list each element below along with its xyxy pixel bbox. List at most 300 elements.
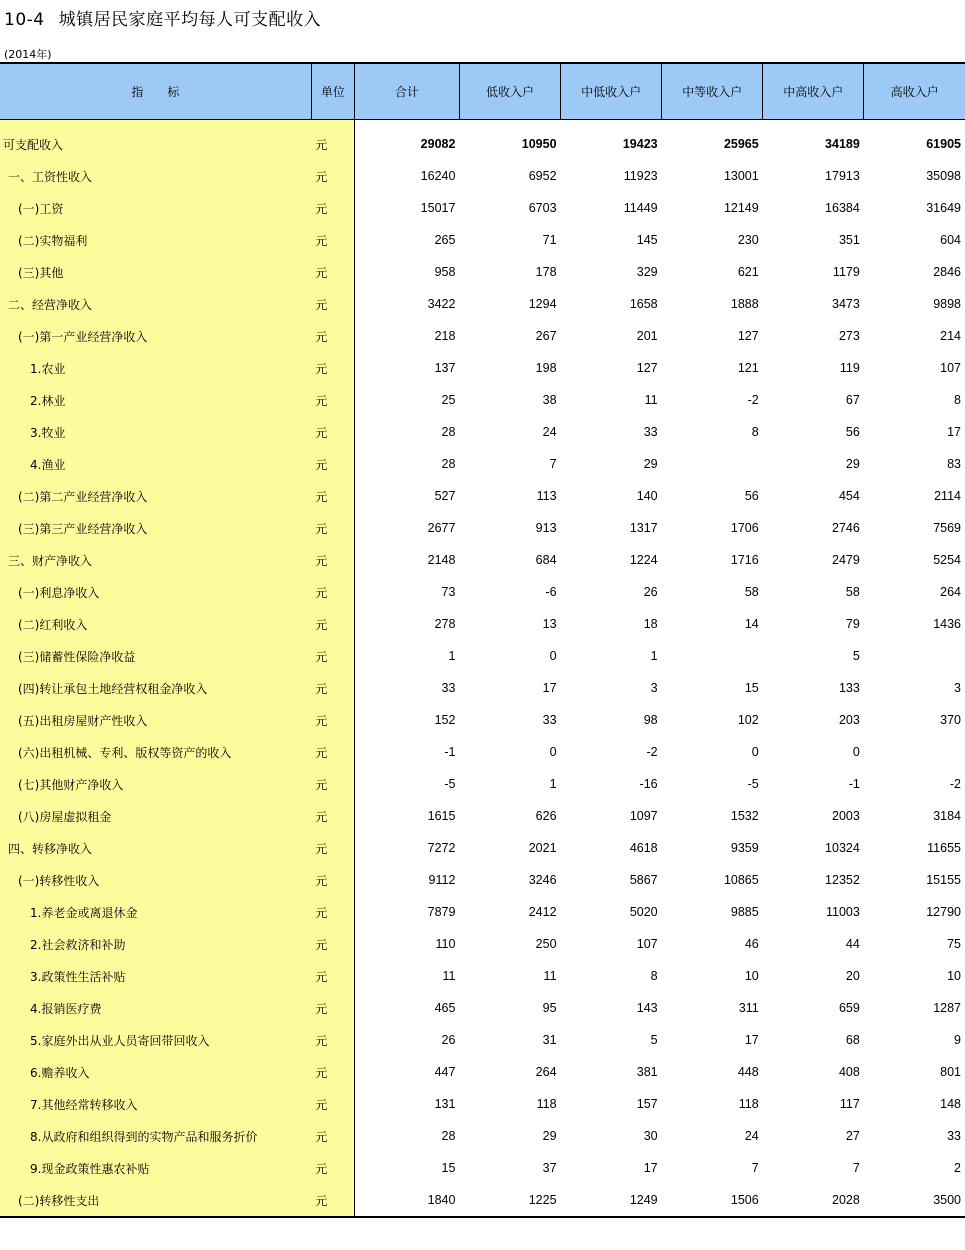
value-cell: 1317 xyxy=(629,521,658,535)
value-cell: 1294 xyxy=(528,297,557,311)
value-cell: 6952 xyxy=(528,169,557,183)
row-label: (五)出租房屋财产性收入 xyxy=(0,704,311,736)
value-cell: 1225 xyxy=(459,1184,560,1217)
row-unit: 元 xyxy=(311,928,354,960)
row-unit: 元 xyxy=(311,736,354,768)
value-cell: 203 xyxy=(838,713,860,727)
header-total: 合计 xyxy=(354,63,459,120)
row-label: 9.现金政策性惠农补贴 xyxy=(0,1152,311,1184)
row-label: (二)红利收入 xyxy=(0,608,311,640)
value-cell: 265 xyxy=(434,233,456,247)
row-unit: 元 xyxy=(311,288,354,320)
value-cell: 408 xyxy=(838,1065,860,1079)
value-cell: 152 xyxy=(434,713,456,727)
table-row xyxy=(0,736,965,768)
value-cell: 5020 xyxy=(629,905,658,919)
value-cell: -5 xyxy=(444,777,456,791)
row-unit: 元 xyxy=(311,896,354,928)
value-cell: -2 xyxy=(747,393,759,407)
value-cell: 113 xyxy=(536,489,557,503)
value-cell: 33 xyxy=(643,425,658,439)
value-cell: 3500 xyxy=(864,1184,965,1217)
year-note: (2014年) xyxy=(4,48,52,61)
value-cell: 26 xyxy=(441,1033,456,1047)
value-cell: 3246 xyxy=(528,873,557,887)
value-cell: 148 xyxy=(940,1097,961,1111)
value-cell: 17 xyxy=(643,1161,658,1175)
row-unit: 元 xyxy=(311,1152,354,1184)
value-cell: 18 xyxy=(643,617,658,631)
row-label: (八)房屋虚拟租金 xyxy=(0,800,311,832)
value-cell: 34189 xyxy=(825,137,860,151)
value-cell: 118 xyxy=(536,1097,557,1111)
value-cell: 98 xyxy=(643,713,658,727)
row-label: 3.牧业 xyxy=(0,416,311,448)
value-cell: 1436 xyxy=(933,617,961,631)
table-row xyxy=(0,448,965,480)
page-title xyxy=(4,5,321,30)
value-cell: 1 xyxy=(448,649,456,663)
table-row xyxy=(0,800,965,832)
value-cell: 25 xyxy=(441,393,456,407)
value-cell: 24 xyxy=(744,1129,759,1143)
row-label: (二)转移性支出 xyxy=(0,1184,311,1217)
value-cell: 79 xyxy=(845,617,860,631)
value-cell: 7272 xyxy=(427,841,456,855)
table-row xyxy=(0,1120,965,1152)
value-cell: 95 xyxy=(542,1001,557,1015)
table-row xyxy=(0,576,965,608)
value-cell: 448 xyxy=(737,1065,759,1079)
value-cell: 29082 xyxy=(420,137,456,151)
value-cell: 218 xyxy=(434,329,456,343)
value-cell: 801 xyxy=(940,1065,961,1079)
value-cell: 37 xyxy=(542,1161,557,1175)
value-cell: 33 xyxy=(542,713,557,727)
value-cell: 33 xyxy=(441,681,456,695)
value-cell: 626 xyxy=(535,809,557,823)
table-row xyxy=(0,288,965,320)
table-row xyxy=(0,960,965,992)
value-cell: 16384 xyxy=(825,201,860,215)
value-cell: 9112 xyxy=(428,873,456,887)
value-cell: 16240 xyxy=(420,169,456,183)
table-row xyxy=(0,1088,965,1120)
value-cell: 1615 xyxy=(427,809,456,823)
value-cell: 370 xyxy=(940,713,961,727)
table-row xyxy=(0,672,965,704)
value-cell: 659 xyxy=(838,1001,860,1015)
value-cell: 3 xyxy=(650,681,658,695)
table-row xyxy=(0,832,965,864)
value-cell: 17 xyxy=(947,425,961,439)
value-cell: 56 xyxy=(744,489,759,503)
value-cell xyxy=(864,736,965,768)
header-high-income: 高收入户 xyxy=(864,63,965,120)
table-row xyxy=(0,224,965,256)
value-cell: 110 xyxy=(435,937,456,951)
value-cell: 12352 xyxy=(825,873,860,887)
value-cell: 33 xyxy=(947,1129,961,1143)
row-label: 7.其他经常转移收入 xyxy=(0,1088,311,1120)
table-row xyxy=(0,864,965,896)
row-label: 2.林业 xyxy=(0,384,311,416)
spacer-row xyxy=(0,120,965,129)
value-cell: 447 xyxy=(434,1065,456,1079)
row-unit: 元 xyxy=(311,704,354,736)
value-cell: 2003 xyxy=(832,809,860,823)
value-cell: 9 xyxy=(954,1033,961,1047)
value-cell: 15017 xyxy=(420,201,456,215)
value-cell: 157 xyxy=(636,1097,658,1111)
value-cell: -1 xyxy=(848,777,860,791)
row-unit: 元 xyxy=(311,384,354,416)
value-cell: -2 xyxy=(949,777,961,791)
value-cell: 58 xyxy=(845,585,860,599)
value-cell: 15 xyxy=(744,681,759,695)
row-label: (一)转移性收入 xyxy=(0,864,311,896)
row-unit: 元 xyxy=(311,256,354,288)
value-cell: 958 xyxy=(434,265,456,279)
value-cell: 30 xyxy=(643,1129,658,1143)
row-label: (三)第三产业经营净收入 xyxy=(0,512,311,544)
header-low-income: 低收入户 xyxy=(459,63,560,120)
value-cell: 1532 xyxy=(730,809,759,823)
value-cell: 8 xyxy=(650,969,658,983)
value-cell: 14 xyxy=(744,617,759,631)
value-cell: -5 xyxy=(747,777,759,791)
row-unit: 元 xyxy=(311,640,354,672)
row-label: (四)转让承包土地经营权租金净收入 xyxy=(0,672,311,704)
income-table xyxy=(0,62,965,1218)
value-cell: 31 xyxy=(542,1033,557,1047)
table-row xyxy=(0,768,965,800)
table-row xyxy=(0,1152,965,1184)
value-cell: 230 xyxy=(737,233,759,247)
row-unit: 元 xyxy=(311,160,354,192)
value-cell: 1706 xyxy=(730,521,759,535)
value-cell: 11655 xyxy=(927,841,961,855)
table-row xyxy=(0,544,965,576)
value-cell xyxy=(864,640,965,672)
value-cell: 11 xyxy=(644,393,658,407)
value-cell: 2028 xyxy=(763,1184,864,1217)
row-label: 4.渔业 xyxy=(0,448,311,480)
value-cell: 68 xyxy=(845,1033,860,1047)
value-cell: 11 xyxy=(543,969,557,983)
table-row xyxy=(0,384,965,416)
value-cell: 10950 xyxy=(521,137,557,151)
value-cell: 44 xyxy=(845,937,860,951)
table-row xyxy=(0,160,965,192)
value-cell: 1097 xyxy=(629,809,658,823)
row-label: (三)储蓄性保险净收益 xyxy=(0,640,311,672)
row-label: (一)第一产业经营净收入 xyxy=(0,320,311,352)
value-cell: 131 xyxy=(434,1097,456,1111)
value-cell: 28 xyxy=(441,457,456,471)
table-row xyxy=(0,480,965,512)
value-cell: 12149 xyxy=(723,201,759,215)
row-unit: 元 xyxy=(311,1184,354,1217)
table-title: 城镇居民家庭平均每人可支配收入 xyxy=(58,10,322,30)
row-label: (七)其他财产净收入 xyxy=(0,768,311,800)
table-row xyxy=(0,640,965,672)
value-cell: 604 xyxy=(940,233,961,247)
header-lower-middle-income: 中低收入户 xyxy=(561,63,662,120)
row-unit: 元 xyxy=(311,224,354,256)
value-cell: -16 xyxy=(639,777,658,791)
value-cell: 11449 xyxy=(623,201,658,215)
row-unit: 元 xyxy=(311,992,354,1024)
value-cell: 2148 xyxy=(427,553,456,567)
value-cell: 73 xyxy=(441,585,456,599)
table-row xyxy=(0,928,965,960)
value-cell: 264 xyxy=(535,1065,557,1079)
row-unit: 元 xyxy=(311,1024,354,1056)
spacer-cell xyxy=(0,120,311,129)
value-cell: 15155 xyxy=(926,873,961,887)
row-unit: 元 xyxy=(311,1088,354,1120)
table-row xyxy=(0,608,965,640)
row-label: 4.报销医疗费 xyxy=(0,992,311,1024)
value-cell: 5 xyxy=(852,649,860,663)
row-label: (二)实物福利 xyxy=(0,224,311,256)
row-label: 1.农业 xyxy=(0,352,311,384)
value-cell: 3184 xyxy=(933,809,961,823)
value-cell: 1 xyxy=(549,777,557,791)
row-label: 8.从政府和组织得到的实物产品和服务折价 xyxy=(0,1120,311,1152)
value-cell: 1179 xyxy=(832,265,860,279)
table-body xyxy=(0,120,965,1218)
table-row xyxy=(0,192,965,224)
value-cell: 7 xyxy=(751,1161,759,1175)
row-label: 四、转移净收入 xyxy=(0,832,311,864)
value-cell: 7 xyxy=(549,457,557,471)
value-cell: 2021 xyxy=(528,841,557,855)
row-label: (二)第二产业经营净收入 xyxy=(0,480,311,512)
value-cell: 684 xyxy=(535,553,557,567)
value-cell: 102 xyxy=(737,713,759,727)
value-cell: 13 xyxy=(542,617,557,631)
value-cell: 621 xyxy=(737,265,759,279)
row-label: 2.社会救济和补助 xyxy=(0,928,311,960)
value-cell: 29 xyxy=(542,1129,557,1143)
value-cell: 178 xyxy=(535,265,557,279)
row-label: 三、财产净收入 xyxy=(0,544,311,576)
value-cell: 214 xyxy=(940,329,961,343)
value-cell: 17 xyxy=(542,681,557,695)
value-cell: -6 xyxy=(545,585,557,599)
value-cell: 1658 xyxy=(629,297,658,311)
value-cell: 5 xyxy=(650,1033,658,1047)
value-cell: 527 xyxy=(434,489,456,503)
value-cell: 3422 xyxy=(427,297,456,311)
row-unit: 元 xyxy=(311,960,354,992)
header-row xyxy=(0,63,965,120)
value-cell: 2677 xyxy=(427,521,456,535)
value-cell: 198 xyxy=(535,361,557,375)
value-cell: 71 xyxy=(542,233,557,247)
row-label: 6.赡养收入 xyxy=(0,1056,311,1088)
value-cell: 6703 xyxy=(528,201,557,215)
table-row xyxy=(0,256,965,288)
row-label: (三)其他 xyxy=(0,256,311,288)
value-cell: 2 xyxy=(954,1161,961,1175)
row-label: 二、经营净收入 xyxy=(0,288,311,320)
value-cell: 201 xyxy=(636,329,658,343)
value-cell: 7 xyxy=(852,1161,860,1175)
header-upper-middle-income: 中高收入户 xyxy=(763,63,864,120)
value-cell: 8 xyxy=(954,393,961,407)
value-cell: 7569 xyxy=(933,521,961,535)
row-unit: 元 xyxy=(311,192,354,224)
value-cell: 145 xyxy=(636,233,658,247)
value-cell: 25965 xyxy=(723,137,759,151)
value-cell: 2479 xyxy=(832,553,860,567)
value-cell: 1224 xyxy=(629,553,658,567)
table-row xyxy=(0,1056,965,1088)
value-cell: 381 xyxy=(636,1065,658,1079)
row-unit: 元 xyxy=(311,864,354,896)
value-cell: 11003 xyxy=(825,905,860,919)
header-indicator: 指 标 xyxy=(0,63,311,120)
value-cell: 2746 xyxy=(832,521,860,535)
value-cell: 5867 xyxy=(629,873,658,887)
value-cell: 2846 xyxy=(933,265,961,279)
table-row xyxy=(0,512,965,544)
value-cell: 75 xyxy=(947,937,961,951)
value-cell: 9359 xyxy=(730,841,759,855)
row-unit: 元 xyxy=(311,544,354,576)
value-cell: 11 xyxy=(442,969,456,983)
value-cell: 107 xyxy=(636,937,658,951)
value-cell: 118 xyxy=(738,1097,759,1111)
value-cell: 0 xyxy=(751,745,759,759)
value-cell: 35098 xyxy=(926,169,961,183)
value-cell: 11923 xyxy=(623,169,658,183)
row-unit: 元 xyxy=(311,320,354,352)
row-unit: 元 xyxy=(311,480,354,512)
value-cell: 137 xyxy=(434,361,456,375)
value-cell: 127 xyxy=(737,329,759,343)
value-cell: 1716 xyxy=(730,553,759,567)
value-cell: -2 xyxy=(646,745,658,759)
value-cell: 15 xyxy=(441,1161,456,1175)
value-cell: 38 xyxy=(542,393,557,407)
value-cell: 10324 xyxy=(825,841,860,855)
row-unit: 元 xyxy=(311,448,354,480)
table-row xyxy=(0,1184,965,1217)
value-cell: 3473 xyxy=(832,297,860,311)
value-cell: 1249 xyxy=(561,1184,662,1217)
value-cell: 8 xyxy=(751,425,759,439)
value-cell: 10 xyxy=(744,969,759,983)
row-unit: 元 xyxy=(311,1056,354,1088)
table-number: 10-4 xyxy=(4,10,45,30)
value-cell: 29 xyxy=(845,457,860,471)
table-row xyxy=(0,896,965,928)
value-cell: -1 xyxy=(444,745,456,759)
value-cell: 273 xyxy=(838,329,860,343)
value-cell: 56 xyxy=(845,425,860,439)
value-cell: 13001 xyxy=(723,169,759,183)
table-row xyxy=(0,128,965,160)
value-cell: 28 xyxy=(441,425,456,439)
value-cell: 1888 xyxy=(730,297,759,311)
value-cell: 351 xyxy=(838,233,860,247)
value-cell: 264 xyxy=(940,585,961,599)
value-cell: 27 xyxy=(845,1129,860,1143)
row-label: 3.政策性生活补贴 xyxy=(0,960,311,992)
value-cell: 24 xyxy=(542,425,557,439)
table-row xyxy=(0,352,965,384)
value-cell: 7879 xyxy=(427,905,456,919)
value-cell: 17913 xyxy=(825,169,860,183)
value-cell: 311 xyxy=(738,1001,759,1015)
table-row xyxy=(0,704,965,736)
value-cell: 28 xyxy=(441,1129,456,1143)
table-row xyxy=(0,1024,965,1056)
value-cell: 0 xyxy=(549,649,557,663)
table-row xyxy=(0,992,965,1024)
value-cell: 46 xyxy=(744,937,759,951)
value-cell: 9885 xyxy=(730,905,759,919)
row-label: 1.养老金或离退休金 xyxy=(0,896,311,928)
spacer-cell xyxy=(354,120,965,129)
value-cell: 10 xyxy=(947,969,961,983)
value-cell: 4618 xyxy=(629,841,658,855)
value-cell: 26 xyxy=(643,585,658,599)
value-cell xyxy=(662,640,763,672)
value-cell: 267 xyxy=(535,329,557,343)
value-cell: 61905 xyxy=(926,137,961,151)
value-cell: 1 xyxy=(650,649,658,663)
value-cell: 1287 xyxy=(933,1001,961,1015)
row-label: 可支配收入 xyxy=(0,128,311,160)
row-unit: 元 xyxy=(311,128,354,160)
value-cell: 1840 xyxy=(354,1184,459,1217)
row-label: 5.家庭外出从业人员寄回带回收入 xyxy=(0,1024,311,1056)
row-unit: 元 xyxy=(311,1120,354,1152)
table-row xyxy=(0,320,965,352)
value-cell: 19423 xyxy=(622,137,658,151)
row-unit: 元 xyxy=(311,352,354,384)
value-cell: 5254 xyxy=(933,553,961,567)
row-unit: 元 xyxy=(311,672,354,704)
value-cell: 2412 xyxy=(528,905,557,919)
row-unit: 元 xyxy=(311,832,354,864)
header-middle-income: 中等收入户 xyxy=(662,63,763,120)
value-cell: 17 xyxy=(744,1033,759,1047)
value-cell: 119 xyxy=(839,361,860,375)
value-cell: 140 xyxy=(636,489,658,503)
value-cell: 3 xyxy=(954,681,961,695)
value-cell: 117 xyxy=(839,1097,860,1111)
row-label: (一)工资 xyxy=(0,192,311,224)
value-cell: 67 xyxy=(845,393,860,407)
value-cell: 250 xyxy=(535,937,557,951)
value-cell: 107 xyxy=(940,361,961,375)
header-unit: 单位 xyxy=(311,63,354,120)
value-cell: 12790 xyxy=(926,905,961,919)
value-cell: 2114 xyxy=(934,489,961,503)
row-unit: 元 xyxy=(311,768,354,800)
row-label: (六)出租机械、专利、版权等资产的收入 xyxy=(0,736,311,768)
spacer-cell xyxy=(311,120,354,129)
value-cell: 31649 xyxy=(926,201,961,215)
value-cell: 1506 xyxy=(662,1184,763,1217)
value-cell: 58 xyxy=(744,585,759,599)
